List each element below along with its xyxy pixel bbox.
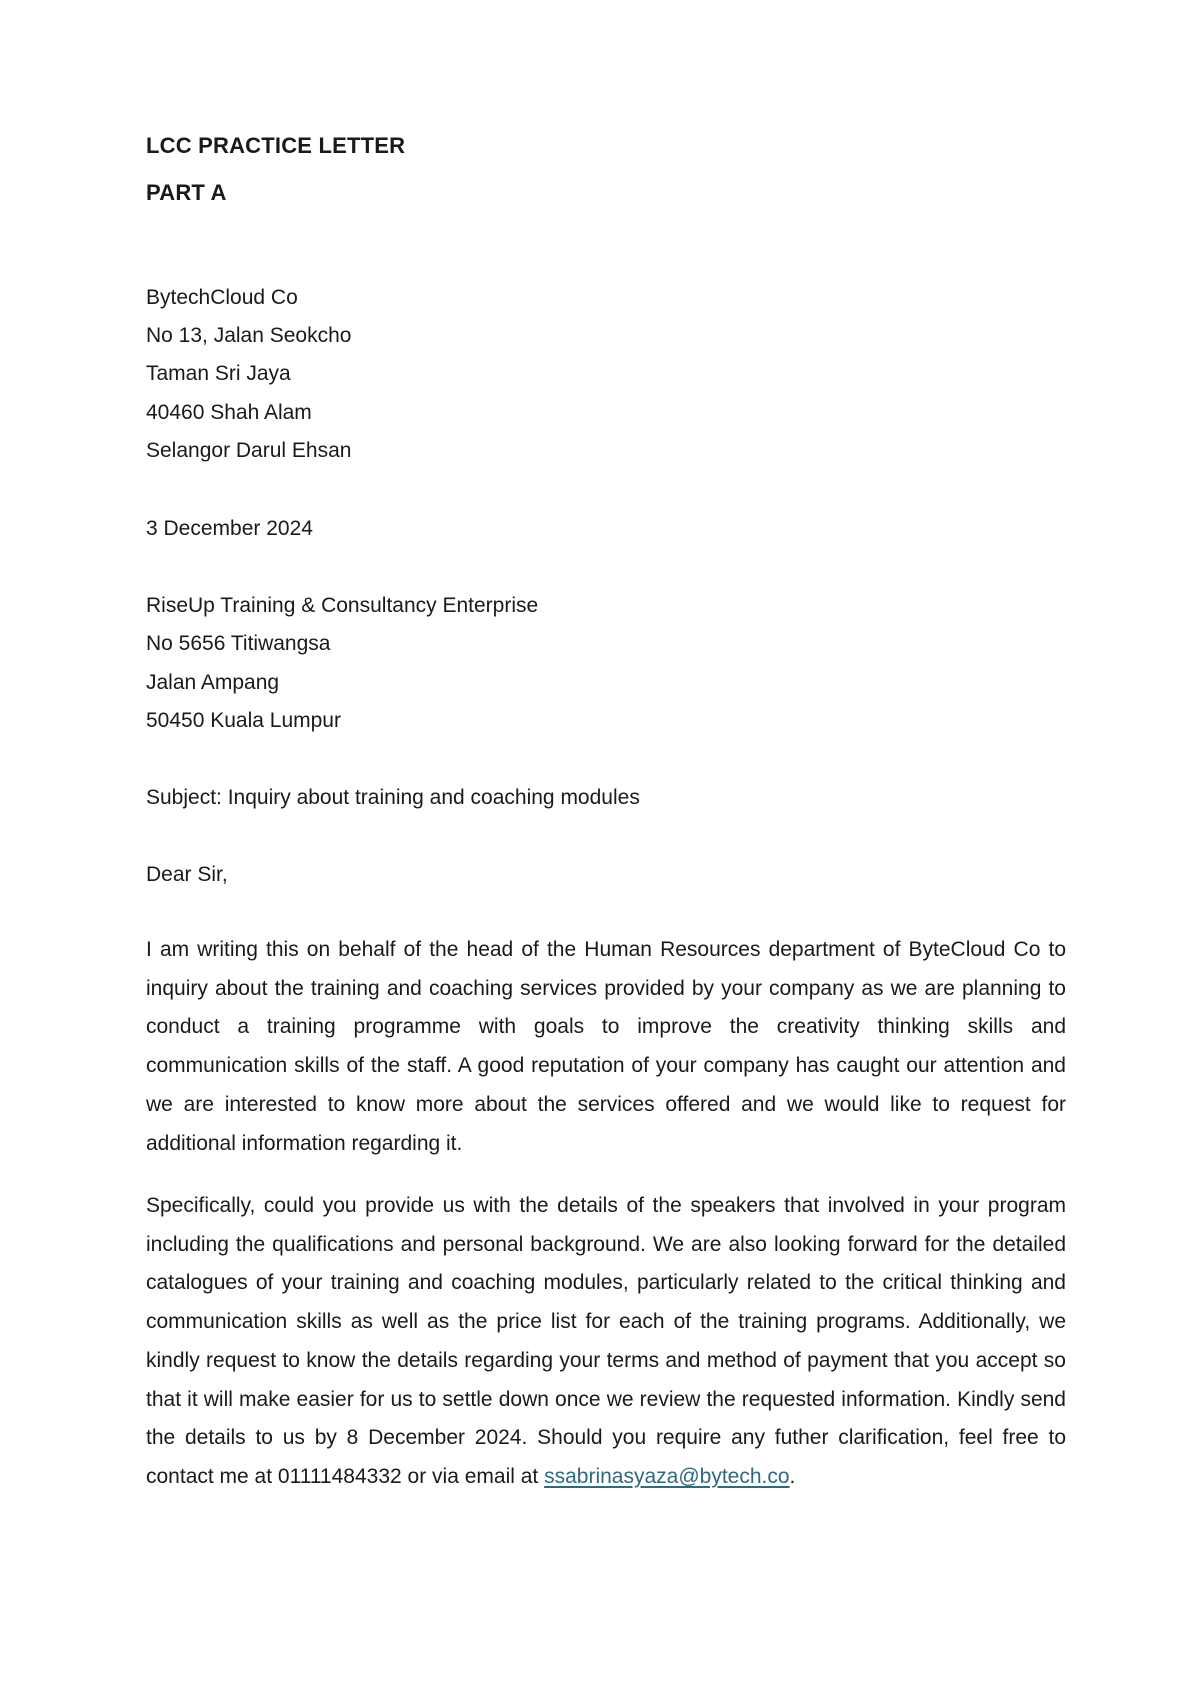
email-link[interactable]: ssabrinasyaza@bytech.co	[544, 1464, 790, 1488]
sender-address-line-4: Selangor Darul Ehsan	[146, 439, 352, 462]
sender-company: BytechCloud Co	[146, 286, 298, 309]
sender-address-line-2: Taman Sri Jaya	[146, 362, 291, 385]
recipient-company: RiseUp Training & Consultancy Enterprise	[146, 594, 539, 617]
recipient-address-line-2: Jalan Ampang	[146, 671, 280, 694]
recipient-address-line-3: 50450 Kuala Lumpur	[146, 709, 341, 732]
letter-subject: Subject: Inquiry about training and coaching modules	[146, 786, 640, 809]
body-paragraph-1: I am writing this on behalf of the head of the Human Resources department of ByteCloud Co to inquiry about the training and coaching services provided by your company as we are planning to conduct a training programme with goals to improve the creativity thinking skills and communication skills of the staff. A good reputation of your company has caught our attention and we are interested to know more about the services offered and we would like to request for additional information regarding it.	[146, 938, 1066, 1155]
body-paragraph-2-text: Specifically, could you provide us with the details of the speakers that involved in your program including the qualifications and personal background. We are also looking forward for the detailed catalogues of your training and coaching modules, particularly related to the critical thinking and communication skills as well as the price list for each of the training programs. Additionally, we kindly request to know the details regarding your terms and method of payment that you accept so that it will make easier for us to settle down once we review the requested information. Kindly send the details to us by 8 December 2024. Should you require any futher clarification, feel free to contact me at 01111484332 or via email at	[146, 1194, 1066, 1488]
recipient-address-line-1: No 5656 Titiwangsa	[146, 632, 331, 655]
sender-address-line-3: 40460 Shah Alam	[146, 401, 312, 424]
letter-title: LCC PRACTICE LETTER	[146, 133, 406, 158]
letter-salutation: Dear Sir,	[146, 863, 228, 886]
body-paragraph-2	[146, 1187, 1066, 1497]
letter-subtitle: PART A	[146, 180, 227, 205]
body-paragraph-2-end: .	[789, 1464, 796, 1488]
letter-date: 3 December 2024	[146, 517, 313, 540]
sender-address-line-1: No 13, Jalan Seokcho	[146, 324, 352, 347]
